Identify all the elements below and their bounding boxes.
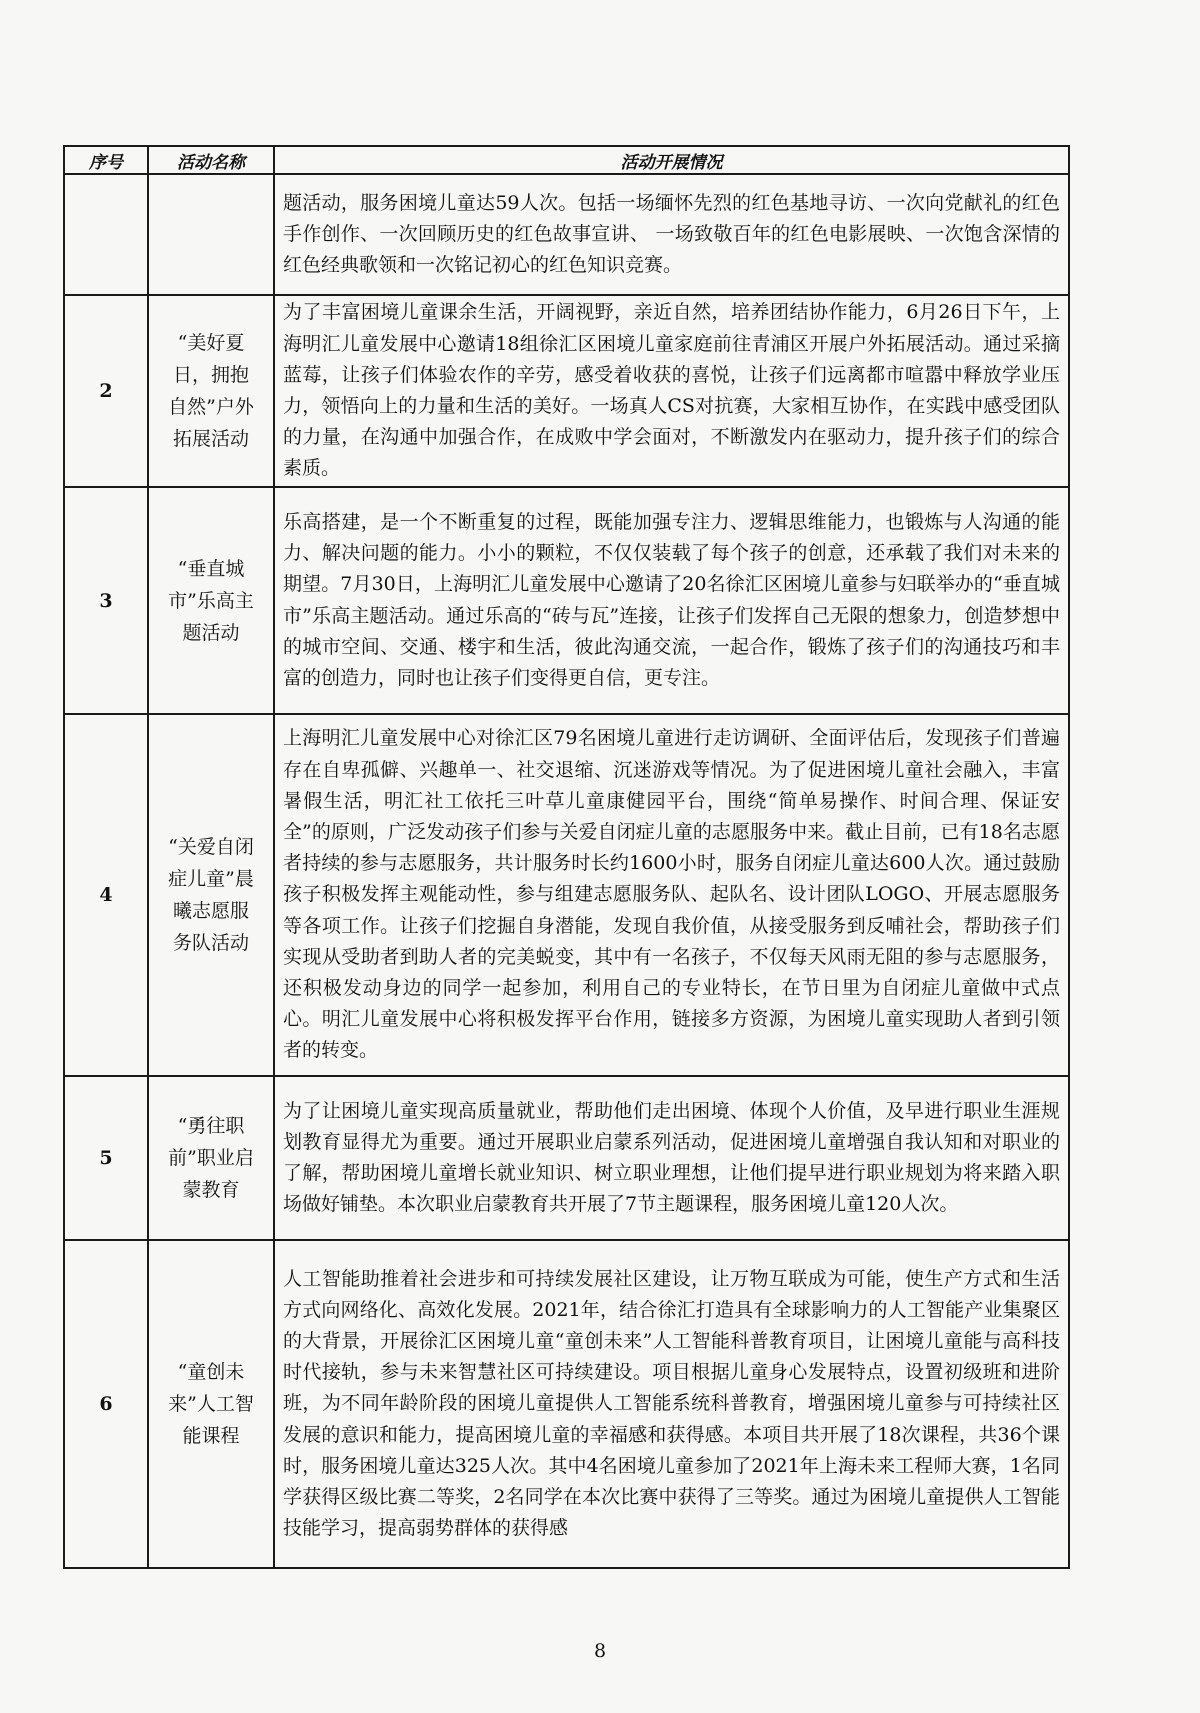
row-activity-description: 上海明汇儿童发展中心对徐汇区79名困境儿童进行走访调研、全面评估后，发现孩子们普遍存在自卑孤僻、兴趣单一、社交退缩、沉迷游戏等情况。为了促进困境儿童社会融入，丰富暑假生活，明汇社工依托三叶草儿童康健园平台，围绕“简单易操作、时间合理、保证安全”的原则，广泛发动孩子们参与关爱自闭症儿童的志愿服务中来。截止目前，已有18名志愿者持续的参与志愿服务，共计服务时长约1600小时，服务自闭症儿童达600人次。通过鼓励孩子积极发挥主观能动性，参与组建志愿服务队、起队名、设计团队LOGO、开展志愿服务等各项工作。让孩子们挖掘自身潜能，发现自我价值，从接受服务到反哺社会，帮助孩子们实现从受助者到助人者的完美蜕变，其中有一名孩子，不仅每天风雨无阻的参与志愿服务，还积极发动身边的同学一起参加，利用自己的专业特长，在节日里为自闭症儿童做中式点心。明汇儿童发展中心将积极发挥平台作用，链接多方资源，为困境儿童实现助人者到引领者的转变。 [274, 714, 1069, 1076]
header-activity-name: 活动名称 [148, 146, 274, 174]
table-row [64, 295, 1069, 487]
table-row [64, 174, 1069, 295]
row-activity-description: 乐高搭建，是一个不断重复的过程，既能加强专注力、逻辑思维能力，也锻炼与人沟通的能力、解决问题的能力。小小的颗粒，不仅仅装载了每个孩子的创意，还承载了我们对未来的期望。7月30日，上海明汇儿童发展中心邀请了20名徐汇区困境儿童参与妇联举办的“垂直城市”乐高主题活动。通过乐高的“砖与瓦”连接，让孩子们发挥自己无限的想象力，创造梦想中的城市空间、交通、楼宇和生活，彼此沟通交流，一起合作，锻炼了孩子们的沟通技巧和丰富的创造力，同时也让孩子们变得更自信，更专注。 [274, 487, 1069, 714]
table-row [64, 1076, 1069, 1240]
row-number: 5 [64, 1076, 148, 1240]
row-activity-name: “关爱自闭症儿童”晨曦志愿服务队活动 [148, 714, 274, 1076]
row-activity-description: 为了丰富困境儿童课余生活，开阔视野，亲近自然，培养团结协作能力，6月26日下午，上海明汇儿童发展中心邀请18组徐汇区困境儿童家庭前往青浦区开展户外拓展活动。通过采摘蓝莓，让孩子们体验农作的辛劳，感受着收获的喜悦，让孩子们远离都市喧嚣中释放学业压力，领悟向上的力量和生活的美好。一场真人CS对抗赛，大家相互协作，在实践中感受团队的力量，在沟通中加强合作，在成败中学会面对，不断激发内在驱动力，提升孩子们的综合素质。 [274, 295, 1069, 487]
header-serial-number: 序号 [64, 146, 148, 174]
table-header-row [64, 146, 1069, 174]
row-activity-name [148, 174, 274, 295]
row-number: 3 [64, 487, 148, 714]
table-row [64, 1240, 1069, 1568]
page-number: 8 [593, 1640, 607, 1662]
row-activity-name: “童创未来”人工智能课程 [148, 1240, 274, 1568]
row-number: 4 [64, 714, 148, 1076]
table-row [64, 487, 1069, 714]
row-activity-name: “垂直城市”乐高主题活动 [148, 487, 274, 714]
row-activity-description: 题活动，服务困境儿童达59人次。包括一场缅怀先烈的红色基地寻访、一次向党献礼的红色手作创作、一次回顾历史的红色故事宣讲、 一场致敬百年的红色电影展映、一次饱含深情的红色经典歌领和一次铭记初心的红色知识竞赛。 [274, 174, 1069, 295]
row-activity-name: “美好夏日，拥抱自然”户外拓展活动 [148, 295, 274, 487]
activities-table [63, 145, 1070, 1569]
row-number: 6 [64, 1240, 148, 1568]
row-number [64, 174, 148, 295]
row-activity-description: 为了让困境儿童实现高质量就业，帮助他们走出困境、体现个人价值，及早进行职业生涯规划教育显得尤为重要。通过开展职业启蒙系列活动，促进困境儿童增强自我认知和对职业的了解，帮助困境儿童增长就业知识、树立职业理想，让他们提早进行职业规划为将来踏入职场做好铺垫。本次职业启蒙教育共开展了7节主题课程，服务困境儿童120人次。 [274, 1076, 1069, 1240]
row-activity-description: 人工智能助推着社会进步和可持续发展社区建设，让万物互联成为可能，使生产方式和生活方式向网络化、高效化发展。2021年，结合徐汇打造具有全球影响力的人工智能产业集聚区的大背景，开展徐汇区困境儿童“童创未来”人工智能科普教育项目，让困境儿童能与高科技时代接轨，参与未来智慧社区可持续建设。项目根据儿童身心发展特点，设置初级班和进阶班，为不同年龄阶段的困境儿童提供人工智能系统科普教育，增强困境儿童参与可持续社区发展的意识和能力，提高困境儿童的幸福感和获得感。本项目共开展了18次课程，共36个课时，服务困境儿童达325人次。其中4名困境儿童参加了2021年上海未来工程师大赛，1名同学获得区级比赛二等奖，2名同学在本次比赛中获得了三等奖。通过为困境儿童提供人工智能技能学习，提高弱势群体的获得感 [274, 1240, 1069, 1568]
row-number: 2 [64, 295, 148, 487]
table-row [64, 714, 1069, 1076]
header-activity-status: 活动开展情况 [274, 146, 1069, 174]
row-activity-name: “勇往职前”职业启蒙教育 [148, 1076, 274, 1240]
